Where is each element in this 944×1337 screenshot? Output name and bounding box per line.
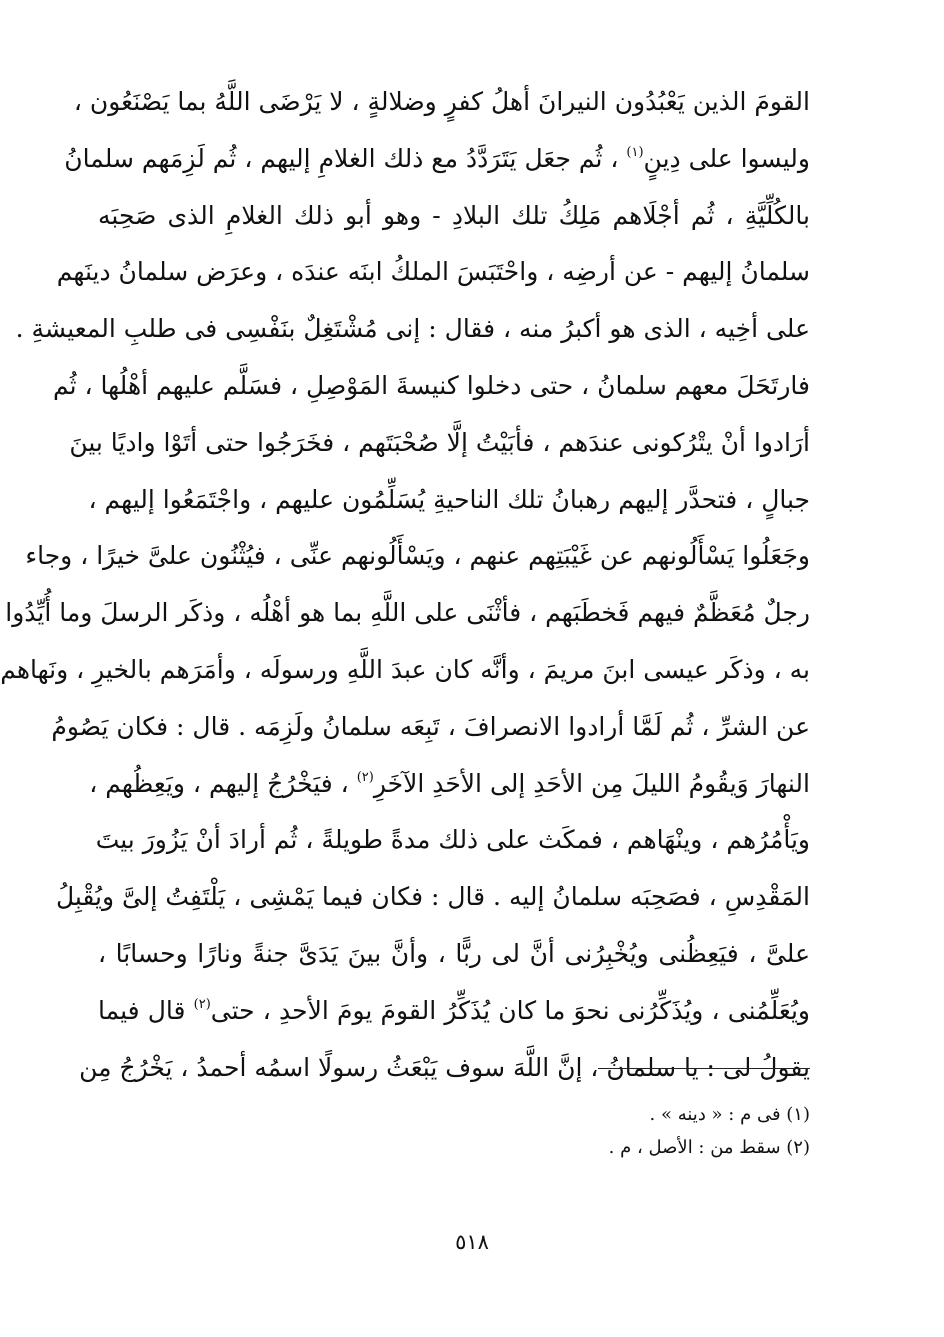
text-segment: ، ثُم جعَل يَتَرَدَّدُ مع ذلك الغلامِ إليهم ، ثُم لَزِمَهم سلمانُ: [64, 143, 627, 173]
main-text: [0, 74, 810, 1096]
text-line: [89, 756, 810, 813]
text-line: أرَادوا أنْ يتْرُكونى عندَهم ، فأبَيْتُ إلَّا صُحْبَتَهم ، فخَرَجُوا حتى أتَوْا واديًا بينَ: [69, 427, 810, 457]
footnote-marker: (١): [626, 144, 644, 160]
page-number: ٥١٨: [455, 1230, 489, 1254]
text-segment: ويُعَلِّمُنى ، ويُذَكِّرُنى نحوَ ما كان يُذَكِّرُ القومَ يومَ الأحدِ ، حتى: [210, 995, 810, 1025]
text-line: القومَ الذين يَعْبُدُون النيرانَ أهلُ كفرٍ وضلالةٍ ، لا يَرْضَى اللَّهُ بما يَصْنَعُون ،: [73, 87, 810, 116]
text-line: [98, 983, 810, 1040]
footnote-marker: (٢): [193, 996, 211, 1012]
text-line: سلمانُ إليهم - عن أرضِه ، واحْتَبَسَ الملكُ ابنَه عندَه ، وعرَض سلمانُ دينَهم: [56, 257, 810, 287]
text-segment: وليسوا على دِينٍ: [643, 143, 810, 173]
footnote-2: (٢) سقط من : الأصل ، م .: [608, 1137, 810, 1158]
text-line: عن الشرِّ ، ثُم لَمَّا أرادوا الانصرافَ ، تَبِعَه سلمانُ ولَزِمَه . قال : فكان يَصُومُ: [51, 711, 810, 741]
text-line: علىَّ ، فيَعِظُنى ويُخْبِرُنى أنَّ لى ربًّا ، وأنَّ بينَ يَدَىَّ جنةً ونارًا وحسابًا ،: [98, 938, 810, 968]
text-line: فارتَحَلَ معهم سلمانُ ، حتى دخلوا كنيسةَ المَوْصِلِ ، فسَلَّم عليهم أهْلُها ، ثُم: [52, 370, 810, 400]
text-line: رجلٌ مُعَظَّمٌ فيهم فَخطَبَهم ، فأثْنَى على اللَّهِ بما هو أهْلُه ، وذكَر الرسلَ وما أُيِّدُوا: [5, 598, 810, 628]
footnote-marker: (٢): [356, 769, 374, 785]
text-line: ويَأْمُرُهم ، وينْهَاهم ، فمكَث على ذلك مدةً طويلةً ، ثُم أرادَ أنْ يَزُورَ بيتَ: [95, 825, 810, 855]
footnotes: [420, 1098, 810, 1164]
text-line: به ، وذكَر عيسى ابنَ مريمَ ، وأنَّه كان عبدَ اللَّهِ ورسولَه ، وأمَرَهم بالخيرِ ، ونَهاهم: [0, 654, 810, 684]
text-line: جبالٍ ، فتحدَّر إليهم رهبانُ تلك الناحيةِ يُسَلِّمُون عليهم ، واجْتَمَعُوا إليهم ،: [88, 484, 810, 514]
text-line: يقولُ لى : يا سلمانُ ، إنَّ اللَّهَ سوف يَبْعَثُ رسولًا اسمُه أحمدُ ، يَخْرُجُ مِن: [79, 1052, 810, 1082]
text-segment: ، فيَخْرُجُ إليهم ، ويَعِظُهم ،: [89, 768, 357, 798]
text-segment: النهارَ وَيقُومُ الليلَ مِن الأحَدِ إلى الأحَدِ الآخَرِ: [373, 768, 810, 798]
text-line: بالكُلِّيَّةِ ، ثُم أجْلَاهم مَلِكُ تلك البلادِ - وهو أبو ذلك الغلامِ الذى صَحِبَه: [98, 200, 810, 230]
text-line: وجَعَلُوا يَسْأَلُونهم عن غَيْبَتِهم عنهم ، ويَسْأَلُونهم عنِّى ، فيُثْنُون علىَّ خيرًا ، وجاء: [25, 541, 810, 571]
text-line: [64, 131, 810, 188]
footnote-separator: [598, 1068, 810, 1069]
footnote-1: (١) فى م : « دينه » .: [649, 1104, 810, 1125]
text-line: المَقْدِسِ ، فصَحِبَه سلمانُ إليه . قال : فكان فيما يَمْشِى ، يَلْتَفِتُ إلىَّ ويُقْبِلُ: [55, 882, 810, 912]
text-segment: قال فيما: [98, 995, 194, 1025]
text-line: على أخِيه ، الذى هو أكبرُ منه ، فقال : إنى مُشْتَغِلٌ بنَفْسِى فى طلبِ المعيشةِ .: [15, 314, 810, 344]
